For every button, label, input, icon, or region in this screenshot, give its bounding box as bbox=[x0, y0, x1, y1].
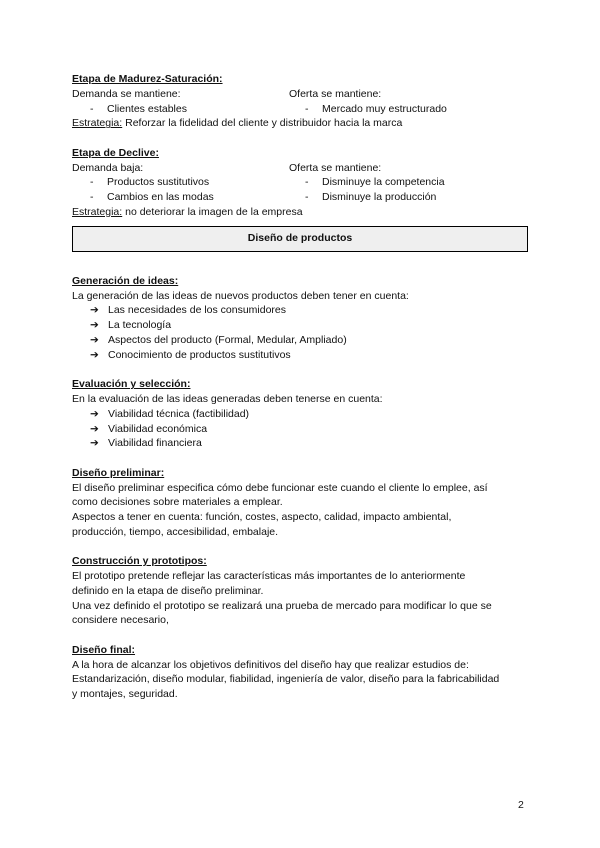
arrow-icon: ➔ bbox=[90, 407, 99, 420]
paragraph-line: Una vez definido el prototipo se realizará una prueba de mercado para modificar lo que se bbox=[72, 599, 492, 612]
declive-demand-item bbox=[90, 175, 209, 190]
list-item bbox=[72, 348, 528, 363]
list-item-text: La tecnología bbox=[108, 319, 172, 332]
strategy-text: Reforzar la fidelidad del cliente y distribuidor hacia la marca bbox=[122, 117, 403, 130]
section-heading-final: Diseño final: bbox=[72, 643, 136, 656]
dash-bullet: - bbox=[90, 191, 94, 204]
arrow-icon: ➔ bbox=[90, 348, 99, 361]
section-heading-evaluacion: Evaluación y selección: bbox=[72, 378, 191, 391]
section-banner: Diseño de productos bbox=[72, 226, 528, 252]
declive-labels-row bbox=[72, 161, 528, 176]
document-page bbox=[72, 72, 528, 702]
dash-bullet: - bbox=[305, 191, 309, 204]
dash-bullet: - bbox=[90, 102, 94, 115]
page-number: 2 bbox=[518, 799, 524, 811]
list-item-text: Las necesidades de los consumidores bbox=[108, 304, 287, 317]
arrow-icon: ➔ bbox=[90, 437, 99, 450]
declive-offer-item bbox=[305, 190, 436, 205]
paragraph-line: considere necesario, bbox=[72, 614, 169, 627]
section-heading-generacion: Generación de ideas: bbox=[72, 274, 179, 287]
list-item-text: Viabilidad técnica (factibilidad) bbox=[108, 407, 250, 420]
arrow-icon: ➔ bbox=[90, 422, 99, 435]
list-item-text: Disminuye la competencia bbox=[322, 176, 445, 189]
dash-bullet: - bbox=[305, 102, 309, 115]
list-item-text: Viabilidad financiera bbox=[108, 437, 202, 450]
strategy-label: Estrategia: bbox=[72, 205, 123, 218]
list-item-text: Mercado muy estructurado bbox=[322, 102, 447, 115]
list-item-text: Productos sustitutivos bbox=[107, 176, 210, 189]
paragraph-line: Estandarización, diseño modular, fiabilidad, ingeniería de valor, diseño para la fabricabilidad bbox=[72, 673, 500, 686]
declive-offer-item bbox=[305, 175, 445, 190]
madurez-demand-item bbox=[90, 102, 187, 117]
paragraph-line: A la hora de alcanzar los objetivos definitivos del diseño hay que realizar estudios de: bbox=[72, 658, 469, 671]
paragraph-line: Aspectos a tener en cuenta: función, costes, aspecto, calidad, impacto ambiental, bbox=[72, 511, 452, 524]
list-item-text: Cambios en las modas bbox=[107, 191, 214, 204]
list-item-text: Clientes estables bbox=[107, 102, 187, 115]
dash-bullet: - bbox=[90, 176, 94, 189]
list-item bbox=[72, 303, 528, 318]
madurez-demand-label: Demanda se mantiene: bbox=[72, 87, 181, 100]
section-heading-prototipos: Construcción y prototipos: bbox=[72, 555, 207, 568]
section-heading-madurez: Etapa de Madurez-Saturación: bbox=[72, 73, 223, 85]
generacion-intro: La generación de las ideas de nuevos productos deben tener en cuenta: bbox=[72, 289, 409, 302]
list-item bbox=[72, 407, 528, 422]
list-item bbox=[72, 318, 528, 333]
list-item bbox=[72, 436, 528, 451]
list-item-text: Aspectos del producto (Formal, Medular, Ampliado) bbox=[108, 333, 347, 346]
declive-items-row-2 bbox=[72, 190, 528, 205]
madurez-offer-item bbox=[305, 102, 447, 117]
arrow-icon: ➔ bbox=[90, 319, 99, 332]
section-heading-declive: Etapa de Declive: bbox=[72, 146, 159, 159]
paragraph-line: El diseño preliminar especifica cómo debe funcionar este cuando el cliente lo emplee, así bbox=[72, 481, 488, 494]
list-item-text: Viabilidad económica bbox=[108, 422, 208, 435]
list-item bbox=[72, 422, 528, 437]
madurez-items-row bbox=[72, 102, 528, 117]
madurez-strategy bbox=[72, 116, 528, 131]
paragraph-line: definido en la etapa de diseño preliminar. bbox=[72, 584, 264, 597]
declive-demand-item bbox=[90, 190, 214, 205]
list-item bbox=[72, 333, 528, 348]
section-heading-preliminar: Diseño preliminar: bbox=[72, 466, 165, 479]
list-item-text: Conocimiento de productos sustitutivos bbox=[108, 348, 291, 361]
declive-items-row-1 bbox=[72, 175, 528, 190]
paragraph-line: El prototipo pretende reflejar las características más importantes de lo anteriormente bbox=[72, 570, 466, 583]
paragraph-line: producción, tiempo, accesibilidad, embalaje. bbox=[72, 525, 279, 538]
declive-offer-label: Oferta se mantiene: bbox=[289, 161, 382, 174]
arrow-icon: ➔ bbox=[90, 304, 99, 317]
madurez-labels-row bbox=[72, 87, 528, 102]
madurez-offer-label: Oferta se mantiene: bbox=[289, 87, 382, 100]
strategy-text: no deteriorar la imagen de la empresa bbox=[122, 205, 303, 218]
list-item-text: Disminuye la producción bbox=[322, 191, 437, 204]
strategy-label: Estrategia: bbox=[72, 117, 123, 130]
declive-strategy bbox=[72, 205, 528, 220]
paragraph-line: como decisiones sobre materiales a emplear. bbox=[72, 496, 283, 509]
dash-bullet: - bbox=[305, 176, 309, 189]
arrow-icon: ➔ bbox=[90, 333, 99, 346]
evaluacion-intro: En la evaluación de las ideas generadas deben tenerse en cuenta: bbox=[72, 392, 383, 405]
paragraph-line: y montajes, seguridad. bbox=[72, 688, 178, 701]
declive-demand-label: Demanda baja: bbox=[72, 161, 144, 174]
